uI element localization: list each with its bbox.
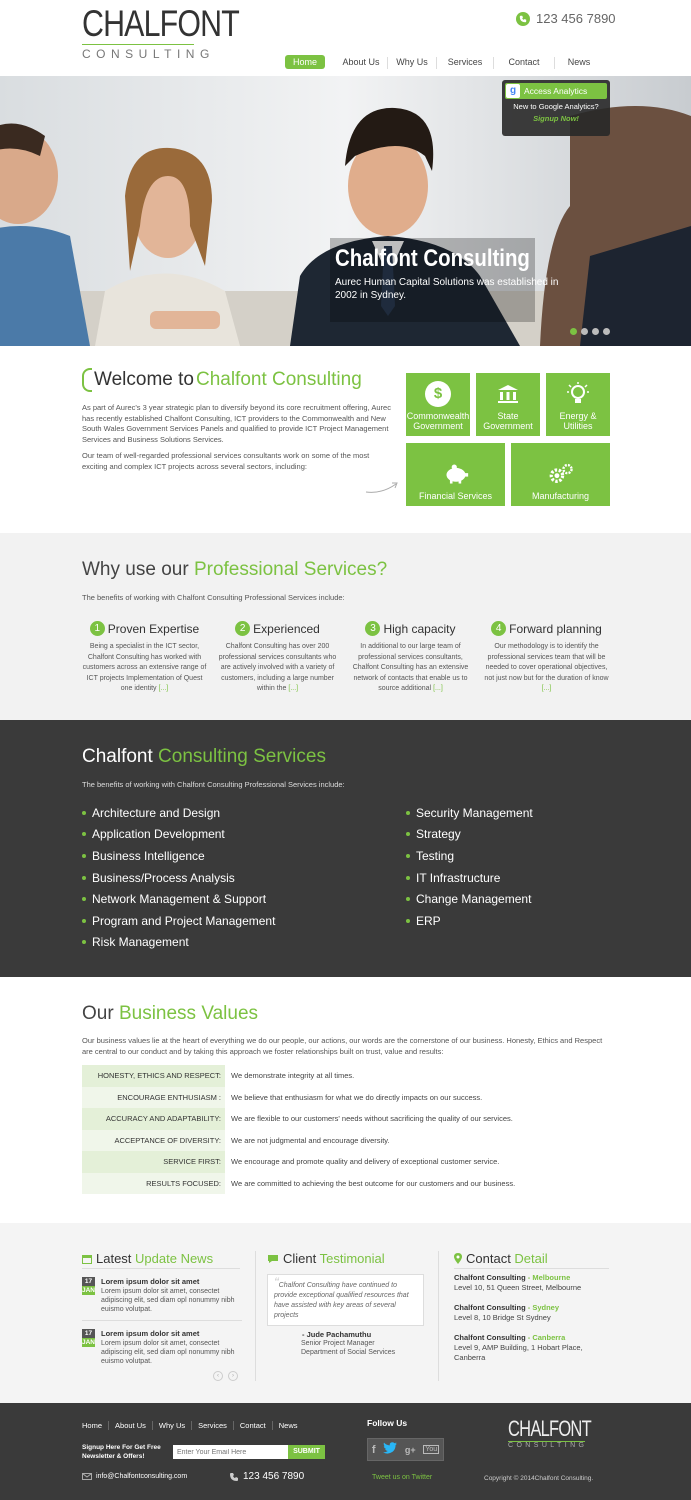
slider-dot-4[interactable] bbox=[603, 328, 610, 335]
service-label: Architecture and Design bbox=[92, 805, 221, 820]
phone-icon bbox=[229, 1472, 239, 1482]
service-label: Application Development bbox=[92, 827, 225, 842]
tile-energy-label: Energy & Utilities bbox=[559, 411, 597, 431]
follow-us-label: Follow Us bbox=[367, 1418, 408, 1428]
read-more-link[interactable]: [...] bbox=[541, 685, 552, 692]
footer bbox=[0, 1403, 691, 1500]
news-headline: Lorem ipsum dolor sit amet bbox=[101, 1329, 200, 1338]
why-title-b: Professional Services? bbox=[193, 559, 388, 580]
why-intro: The benefits of working with Chalfont Consulting Professional Services include: bbox=[82, 593, 345, 602]
testimonial-author: - Jude Pachamuthu bbox=[302, 1330, 372, 1339]
value-key: SERVICE FIRST: bbox=[82, 1151, 225, 1173]
nav-news[interactable]: News bbox=[567, 57, 591, 67]
welcome-title-b: Chalfont Consulting bbox=[195, 369, 362, 390]
calendar-icon bbox=[82, 1254, 92, 1264]
services-title bbox=[82, 746, 326, 768]
envelope-icon bbox=[82, 1473, 92, 1480]
services-intro: The benefits of working with Chalfont Consulting Professional Services include: bbox=[82, 780, 345, 789]
tile-commonwealth-label: Commonwealth Government bbox=[406, 411, 470, 431]
values-title-b: Business Values bbox=[118, 1003, 259, 1024]
values-title-a: Our bbox=[82, 1003, 119, 1024]
service-label: IT Infrastructure bbox=[416, 870, 501, 885]
service-item[interactable] bbox=[406, 867, 533, 889]
why-title bbox=[82, 559, 387, 581]
welcome-title bbox=[82, 368, 392, 392]
why-col-heading: Experienced bbox=[253, 621, 320, 636]
footer-logo-top: CHALFONT bbox=[508, 1416, 591, 1441]
office-canberra bbox=[454, 1333, 604, 1363]
date-month: JAN bbox=[82, 1287, 96, 1294]
news-item[interactable] bbox=[82, 1277, 242, 1314]
nav-about-us[interactable]: About Us bbox=[342, 57, 380, 67]
testimonial-title-b: Testimonial bbox=[319, 1251, 385, 1266]
piggy-bank-icon bbox=[443, 461, 469, 487]
number-badge: 1 bbox=[90, 621, 105, 636]
signup-now-link[interactable]: Signup Now! bbox=[533, 114, 579, 123]
slider-dot-1[interactable] bbox=[570, 328, 577, 335]
news-body: Lorem ipsum dolor sit amet, consectet adipiscing elit, sed diam opl nonummy nibh euismo volutpat. bbox=[101, 1340, 235, 1365]
read-more-link[interactable]: [...] bbox=[433, 685, 443, 692]
office-address: Level 9, AMP Building, 1 Hobart Place, Canberra bbox=[454, 1343, 583, 1362]
service-label: Security Management bbox=[416, 805, 533, 820]
lightbulb-icon bbox=[565, 381, 591, 407]
twitter-icon[interactable] bbox=[383, 1442, 397, 1457]
read-more-link[interactable]: [...] bbox=[158, 685, 169, 692]
tile-commonwealth[interactable] bbox=[406, 373, 470, 436]
news-title-b: Update News bbox=[135, 1251, 214, 1266]
contact-title-b: Detail bbox=[514, 1251, 548, 1266]
why-col-1 bbox=[82, 621, 207, 695]
copyright: Copyright © 2014Chalfont Consulting. bbox=[484, 1475, 594, 1482]
service-item[interactable] bbox=[406, 824, 533, 846]
why-col-2 bbox=[215, 621, 340, 695]
tile-state-label: State Government bbox=[483, 411, 533, 431]
welcome-c-icon bbox=[82, 368, 92, 392]
info-section bbox=[0, 1223, 691, 1403]
office-city: - Sydney bbox=[527, 1303, 560, 1312]
service-label: Testing bbox=[416, 848, 455, 863]
date-badge bbox=[82, 1277, 95, 1314]
services-section bbox=[0, 720, 691, 977]
prev-arrow-icon[interactable]: ‹ bbox=[213, 1371, 223, 1381]
value-key: ACCURACY AND ADAPTABILITY: bbox=[82, 1108, 225, 1130]
value-key: ENCOURAGE ENTHUSIASM : bbox=[82, 1087, 225, 1109]
header-phone[interactable] bbox=[516, 11, 616, 26]
nav-why-us[interactable]: Why Us bbox=[396, 57, 428, 67]
arrow-icon bbox=[364, 480, 400, 496]
date-month: JAN bbox=[82, 1339, 96, 1346]
footer-nav-services[interactable]: Services bbox=[192, 1421, 234, 1430]
google-plus-icon[interactable]: g+ bbox=[404, 1444, 416, 1455]
facebook-icon[interactable]: f bbox=[371, 1443, 376, 1456]
welcome-paragraph-2: Our team of well-regarded professional services consultants work on some of the most exciting and complex ICT projects across several sectors, including: bbox=[82, 451, 370, 471]
logo-top-text: CHALFONT bbox=[82, 3, 239, 44]
footer-nav bbox=[82, 1421, 304, 1430]
location-pin-icon bbox=[454, 1253, 462, 1264]
news-headline: Lorem ipsum dolor sit amet bbox=[101, 1277, 200, 1286]
value-text: We believe that enthusiasm for what we do directly impacts on our success. bbox=[231, 1092, 483, 1102]
service-item[interactable] bbox=[82, 802, 275, 824]
footer-email-text: info@Chalfontconsulting.com bbox=[96, 1473, 188, 1480]
newsletter-label: Signup Here For Get Free Newsletter & Offers! bbox=[82, 1444, 161, 1460]
analytics-question: New to Google Analytics? bbox=[513, 102, 599, 111]
value-text: We demonstrate integrity at all times. bbox=[231, 1071, 355, 1081]
footer-logo-bottom: CONSULTING bbox=[508, 1442, 588, 1449]
why-col-heading: Proven Expertise bbox=[107, 621, 200, 636]
testimonial-department: Department of Social Services bbox=[301, 1349, 396, 1356]
tile-manufacturing-label: Manufacturing bbox=[531, 491, 590, 501]
hero-title: Chalfont Consulting bbox=[335, 245, 530, 272]
why-section bbox=[0, 533, 691, 720]
building-icon bbox=[495, 381, 521, 407]
service-item[interactable] bbox=[82, 910, 275, 932]
slider-dots bbox=[570, 328, 610, 335]
value-key: RESULTS FOCUSED: bbox=[82, 1173, 225, 1195]
service-item[interactable] bbox=[82, 867, 275, 889]
tweet-us-link[interactable]: Tweet us on Twitter bbox=[372, 1474, 433, 1481]
footer-nav-home[interactable]: Home bbox=[82, 1421, 109, 1430]
number-badge: 3 bbox=[365, 621, 380, 636]
footer-phone[interactable] bbox=[229, 1471, 304, 1482]
footer-logo[interactable] bbox=[508, 1416, 591, 1449]
news-item[interactable] bbox=[82, 1329, 242, 1366]
tile-financial-label: Financial Services bbox=[418, 491, 493, 501]
office-city: - Melbourne bbox=[527, 1273, 571, 1282]
values-table bbox=[82, 1065, 610, 1194]
service-label: Change Management bbox=[416, 892, 532, 907]
news-title bbox=[82, 1251, 242, 1266]
office-sydney bbox=[454, 1303, 614, 1323]
testimonial-title bbox=[267, 1251, 427, 1266]
google-icon: g bbox=[506, 84, 520, 98]
why-col-3 bbox=[348, 621, 473, 695]
why-col-text: Being a specialist in the ICT sector, Chalfont Consulting has worked with customers across an extensive range of ICT projects Implementation of Quest one identity bbox=[82, 643, 207, 692]
footer-nav-news[interactable]: News bbox=[278, 1421, 298, 1430]
chat-icon bbox=[267, 1254, 279, 1264]
nav-services[interactable]: Services bbox=[447, 57, 483, 67]
contact-title bbox=[454, 1251, 614, 1266]
number-badge: 4 bbox=[491, 621, 506, 636]
service-item[interactable] bbox=[82, 888, 275, 910]
table-row bbox=[82, 1151, 610, 1173]
why-col-heading: Forward planning bbox=[509, 621, 602, 636]
why-col-heading: High capacity bbox=[383, 621, 456, 636]
slider-dot-3[interactable] bbox=[592, 328, 599, 335]
testimonial-role: Senior Project Manager bbox=[301, 1340, 375, 1347]
access-analytics-button[interactable] bbox=[505, 83, 607, 99]
footer-nav-why[interactable]: Why Us bbox=[153, 1421, 192, 1430]
value-text: We are flexible to our customers' needs without sacrificing the quality of our services. bbox=[231, 1114, 513, 1124]
why-col-text: Chalfont Consulting has over 200 professional services consultants who are actively involved with a variety of customers, including a large number within the bbox=[218, 643, 337, 692]
access-analytics-label: Access Analytics bbox=[524, 86, 588, 96]
service-label: Program and Project Management bbox=[92, 913, 276, 928]
header bbox=[0, 0, 691, 76]
news-title-a: Latest bbox=[96, 1251, 136, 1266]
service-item[interactable] bbox=[406, 802, 533, 824]
date-day: 17 bbox=[82, 1277, 95, 1286]
service-label: Business/Process Analysis bbox=[92, 870, 235, 885]
service-label: Business Intelligence bbox=[92, 848, 205, 863]
hero-caption bbox=[335, 244, 565, 302]
youtube-icon[interactable]: You bbox=[425, 1446, 438, 1453]
office-name: Chalfont Consulting bbox=[454, 1273, 526, 1282]
footer-nav-contact[interactable]: Contact bbox=[234, 1421, 273, 1430]
office-address: Level 10, 51 Queen Street, Melbourne bbox=[454, 1283, 582, 1292]
services-title-a: Chalfont bbox=[82, 746, 159, 767]
office-name: Chalfont Consulting bbox=[454, 1333, 526, 1342]
welcome-paragraph-1: As part of Aurec's 3 year strategic plan to diversify beyond its core recruitment offering, Aurec has recently established Chalfont Consulting, ICT providers to the Commonwealth and New South Wales Government Services Panels and qualified to provide ICT Project Management Services and Business Solutions Services. bbox=[82, 403, 391, 444]
nav-contact[interactable]: Contact bbox=[508, 57, 540, 67]
service-label: ERP bbox=[416, 913, 441, 928]
value-key: HONESTY, ETHICS AND RESPECT: bbox=[82, 1065, 225, 1087]
service-item[interactable] bbox=[406, 845, 533, 867]
tile-manufacturing[interactable] bbox=[511, 443, 610, 506]
logo-bottom-text: CONSULTING bbox=[82, 44, 194, 62]
tile-financial[interactable] bbox=[406, 443, 505, 506]
table-row bbox=[82, 1173, 610, 1195]
footer-email[interactable] bbox=[82, 1473, 187, 1480]
slider-dot-2[interactable] bbox=[581, 328, 588, 335]
service-item[interactable] bbox=[82, 824, 275, 846]
hero-subtitle: Aurec Human Capital Solutions was established in 2002 in Sydney. bbox=[335, 277, 559, 301]
footer-nav-about[interactable]: About Us bbox=[109, 1421, 153, 1430]
welcome-section bbox=[82, 368, 392, 472]
why-col-text: In additional to our large team of professional services consultants, Chalfont Consulting has an extensive network of contacts that enable us to source additional bbox=[352, 643, 469, 692]
number-badge: 2 bbox=[235, 621, 250, 636]
tile-energy[interactable] bbox=[546, 373, 610, 436]
service-item[interactable] bbox=[406, 888, 533, 910]
main-nav bbox=[285, 55, 603, 69]
services-list-right bbox=[406, 802, 533, 932]
value-text: We are not judgmental and encourage diversity. bbox=[231, 1135, 390, 1145]
testimonial-title-a: Client bbox=[283, 1251, 320, 1266]
analytics-panel bbox=[502, 80, 610, 136]
table-row bbox=[82, 1130, 610, 1152]
submit-button[interactable]: SUBMIT bbox=[288, 1445, 325, 1459]
services-list-left bbox=[82, 802, 275, 953]
values-intro: Our business values lie at the heart of everything we do our people, our actions, our words are the cornerstone of our business. Honesty, Ethics and Respect are central to our conduct and by taking this approach we foster relationships built on trust, value and results: bbox=[82, 1036, 603, 1056]
table-row bbox=[82, 1087, 610, 1109]
logo[interactable] bbox=[82, 3, 239, 70]
office-melbourne bbox=[454, 1273, 614, 1293]
date-day: 17 bbox=[82, 1329, 95, 1338]
value-text: We are committed to achieving the best outcome for our customers and our business. bbox=[231, 1178, 516, 1188]
contact-block bbox=[454, 1251, 614, 1363]
service-label: Network Management & Support bbox=[92, 892, 267, 907]
quote-text: Chalfont Consulting have continued to provide exceptional qualified resources that have assisted with key areas of several projects bbox=[274, 1282, 409, 1319]
service-label: Risk Management bbox=[92, 935, 189, 950]
services-title-b: Consulting Services bbox=[158, 746, 326, 767]
why-title-a: Why use our bbox=[82, 559, 194, 580]
footer-phone-text: 123 456 7890 bbox=[243, 1471, 305, 1482]
read-more-link[interactable]: [...] bbox=[288, 685, 299, 692]
nav-home[interactable]: Home bbox=[285, 55, 325, 69]
news-block bbox=[82, 1251, 242, 1381]
service-label: Strategy bbox=[416, 827, 461, 842]
values-section bbox=[0, 977, 691, 1223]
office-address: Level 8, 10 Bridge St Sydney bbox=[454, 1313, 551, 1322]
office-city: - Canberra bbox=[527, 1333, 566, 1342]
quote-icon: “ bbox=[274, 1274, 279, 1290]
why-col-text: Our methodology is to identify the professional services team that will be needed to cover operational objectives, not just now but for the duration of know bbox=[484, 643, 609, 682]
news-body: Lorem ipsum dolor sit amet, consectet adipiscing elit, sed diam opl nonummy nibh euismo volutpat. bbox=[101, 1288, 235, 1313]
office-name: Chalfont Consulting bbox=[454, 1303, 526, 1312]
service-item[interactable] bbox=[406, 910, 533, 932]
table-row bbox=[82, 1065, 610, 1087]
value-text: We encourage and promote quality and delivery of exceptional customer service. bbox=[231, 1157, 500, 1167]
value-key: ACCEPTANCE OF DIVERSITY: bbox=[82, 1130, 225, 1152]
phone-icon bbox=[516, 12, 530, 26]
testimonial-block bbox=[267, 1251, 427, 1357]
service-item[interactable] bbox=[82, 845, 275, 867]
date-badge bbox=[82, 1329, 95, 1366]
welcome-title-a: Welcome to bbox=[94, 369, 194, 390]
newsletter-email-input[interactable] bbox=[173, 1445, 288, 1459]
next-arrow-icon[interactable]: › bbox=[228, 1371, 238, 1381]
contact-title-a: Contact bbox=[466, 1251, 515, 1266]
testimonial-quote bbox=[267, 1274, 424, 1326]
values-title bbox=[82, 1003, 258, 1025]
phone-number: 123 456 7890 bbox=[536, 11, 616, 26]
table-row bbox=[82, 1108, 610, 1130]
why-col-4 bbox=[484, 621, 609, 695]
gears-icon bbox=[548, 461, 574, 487]
social-icons bbox=[367, 1438, 444, 1461]
service-item[interactable] bbox=[82, 932, 275, 954]
money-bag-icon: $ bbox=[425, 381, 451, 407]
tile-state[interactable] bbox=[476, 373, 540, 436]
